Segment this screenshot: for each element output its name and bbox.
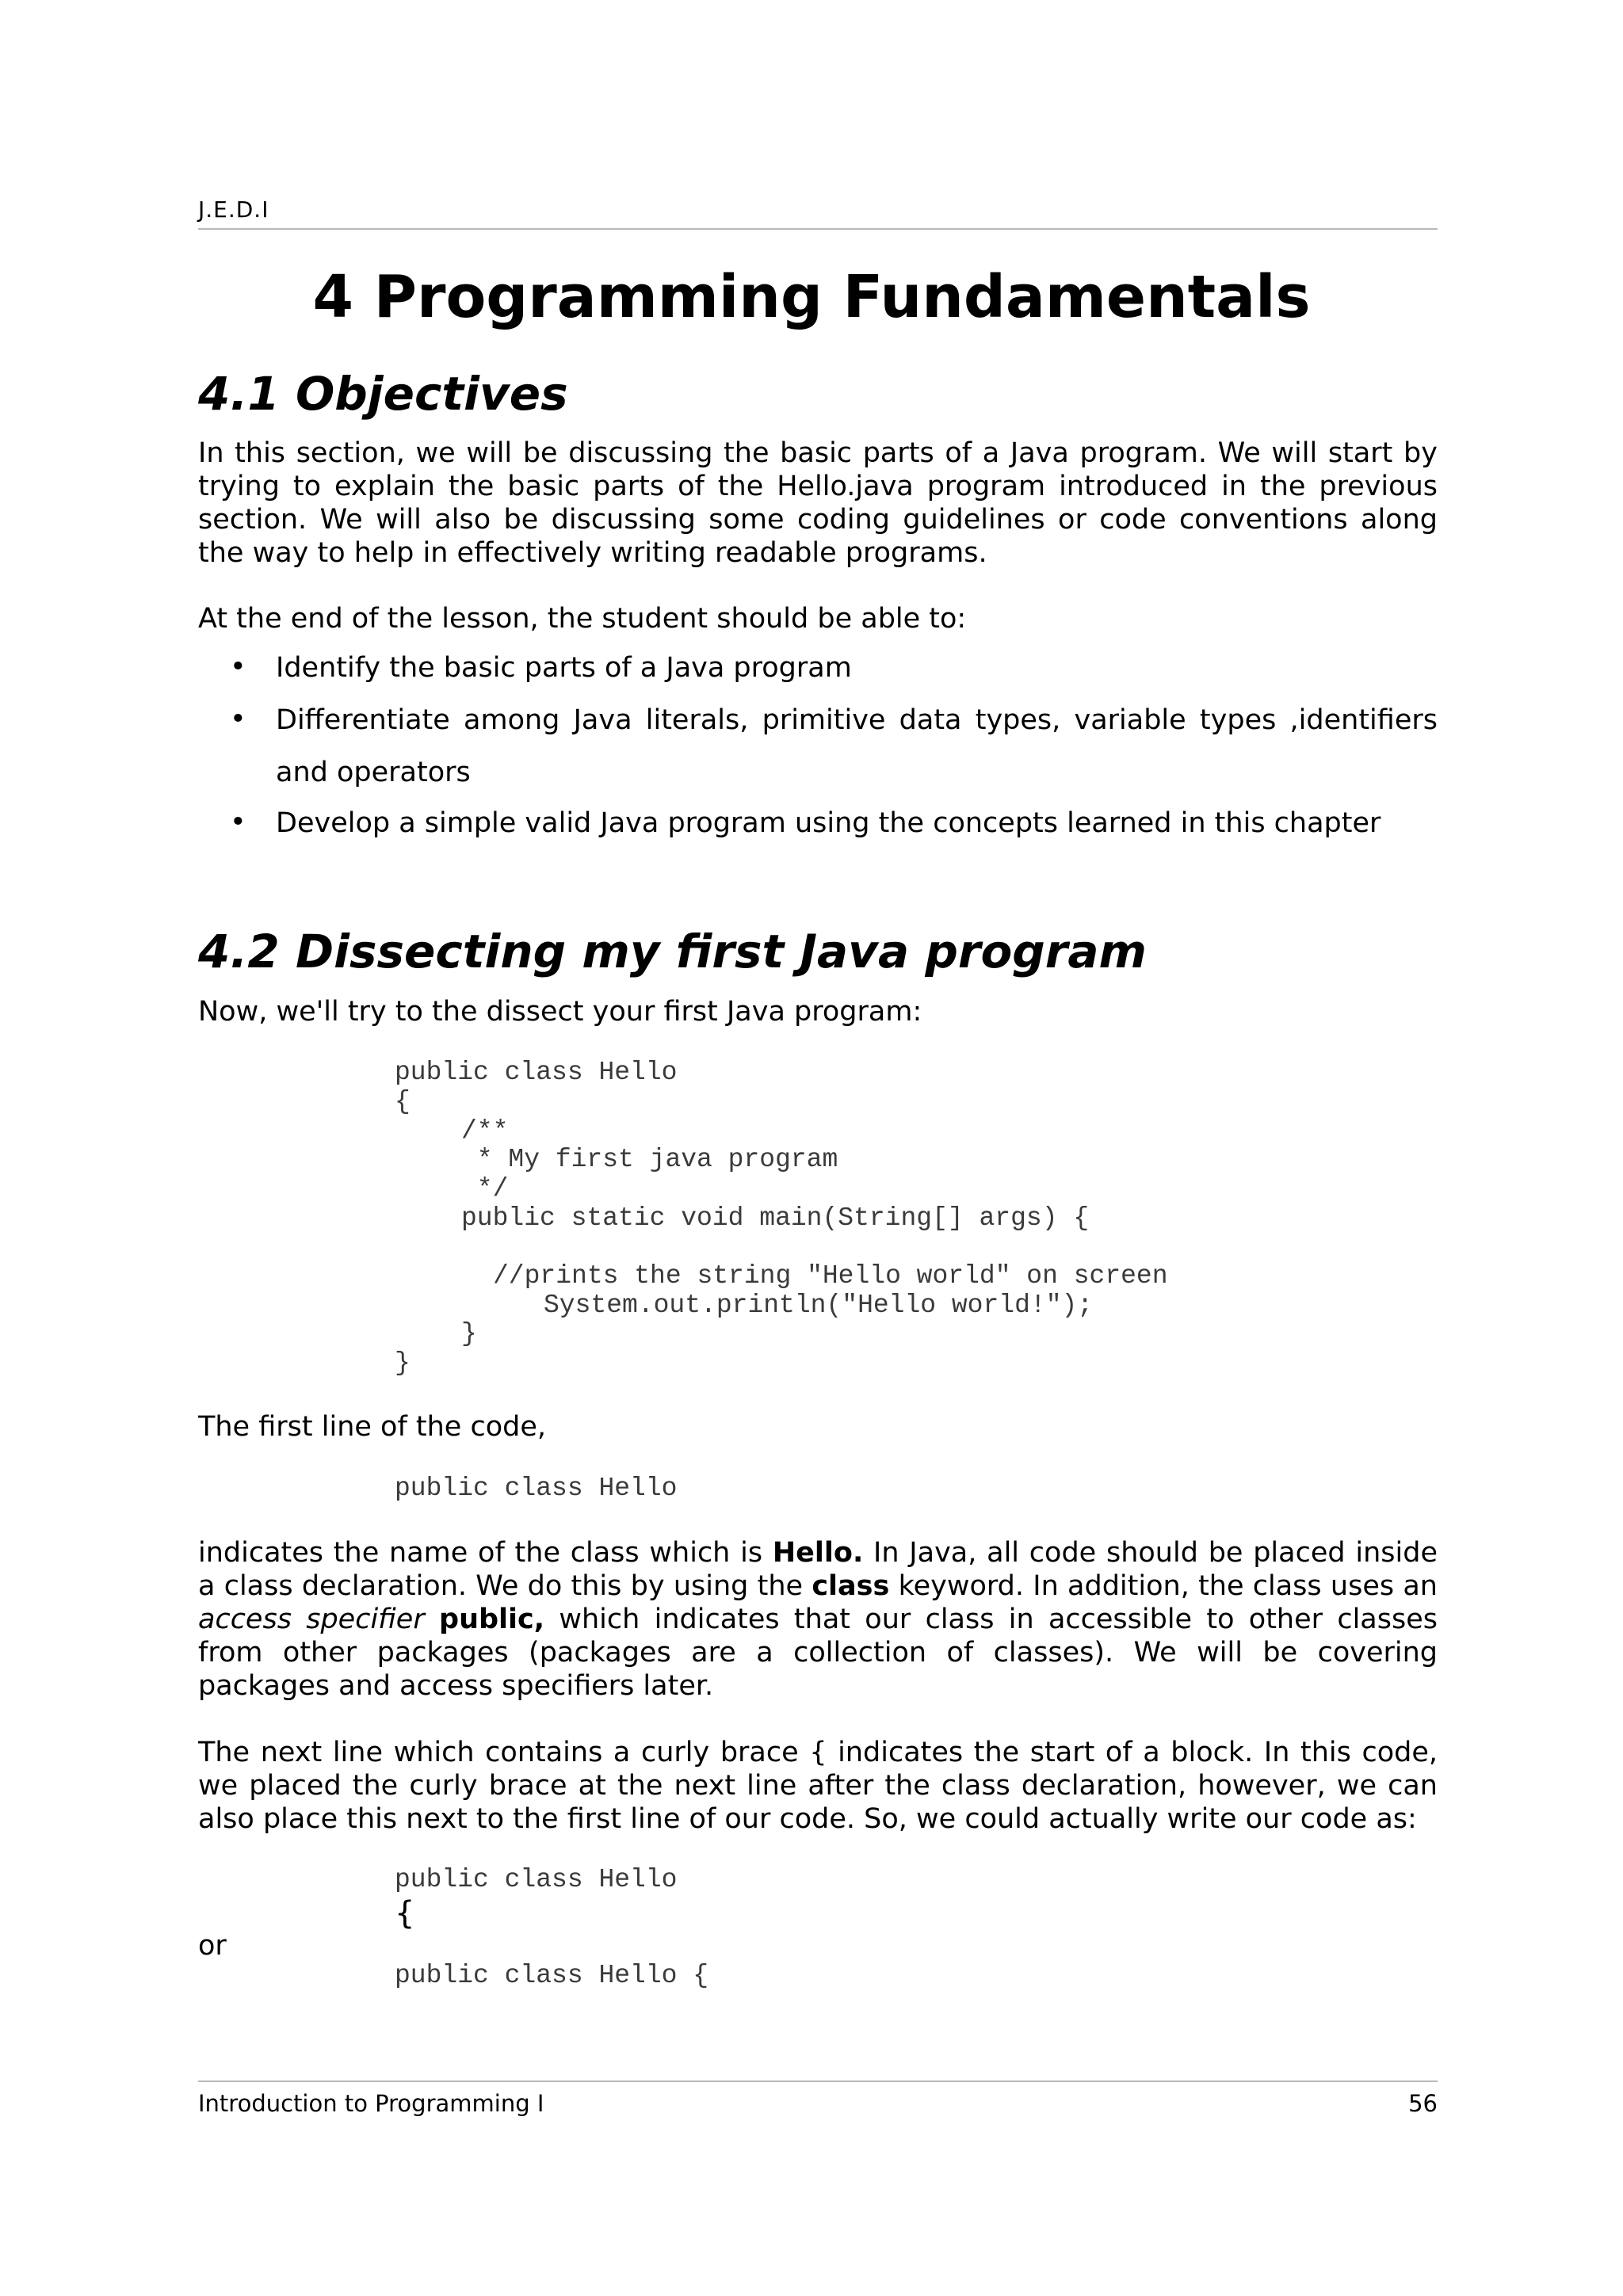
code-line: { (395, 1087, 411, 1116)
chapter-title: 4 Programming Fundamentals (312, 263, 1311, 331)
first-line-text: The first line of the code, (198, 1411, 546, 1443)
header-rule (198, 228, 1438, 230)
bullet-marker: • (230, 651, 246, 683)
hello-explanation-paragraph: indicates the name of the class which is Hello. In Java, all code should be placed inside a class declaration. We do this by using the class keyword. In addition, the class uses an access specifier public, which indicates that our class in accessible to other classes from other packages (packages are a collection of classes). We will be covering packages and access specifiers later. (198, 1537, 1438, 1702)
objective-item: Differentiate among Java literals, primitive data types, variable types ,identifiers (276, 704, 1438, 736)
code-line: public class Hello (395, 1474, 678, 1503)
dissect-intro: Now, we'll try to the dissect your first Java program: (198, 996, 922, 1028)
section-title-dissecting: 4.2 Dissecting my first Java program (198, 925, 1147, 978)
code-line: { (395, 1895, 415, 1932)
code-line: /** (461, 1116, 509, 1146)
code-line: public class Hello (395, 1058, 678, 1087)
footer-title: Introduction to Programming I (198, 2090, 544, 2117)
code-line: * My first java program (461, 1145, 838, 1174)
objective-item: Identify the basic parts of a Java program (276, 652, 852, 684)
footer-rule (198, 2081, 1438, 2082)
code-line: } (395, 1348, 411, 1378)
code-line: //prints the string "Hello world" on screen (493, 1261, 1168, 1291)
code-line: } (461, 1319, 477, 1348)
objectives-lead: At the end of the lesson, the student should be able to: (198, 603, 967, 635)
section-title-objectives: 4.1 Objectives (198, 367, 568, 421)
objectives-intro-paragraph: In this section, we will be discussing the basic parts of a Java program. We will start by trying to explain the basic parts of the Hello.java program introduced in the previous section. We will also be discussing some coding guidelines or code conventions along the way to help in effectively writing readable programs. (198, 437, 1438, 569)
running-header: J.E.D.I (198, 196, 269, 223)
objective-item-continued: and operators (276, 757, 471, 788)
bullet-marker: • (230, 704, 246, 735)
page-number: 56 (1408, 2090, 1438, 2117)
code-line: public class Hello (395, 1865, 678, 1894)
code-line: System.out.println("Hello world!"); (544, 1291, 1094, 1320)
or-text: or (198, 1930, 227, 1962)
code-line: */ (461, 1174, 509, 1203)
bullet-marker: • (230, 807, 246, 838)
code-line: public class Hello { (395, 1961, 709, 1990)
objective-item: Develop a simple valid Java program using the concepts learned in this chapter (276, 807, 1381, 839)
curly-brace-paragraph: The next line which contains a curly brace { indicates the start of a block. In this code, we placed the curly brace at the next line after the class declaration, however, we can also place this next to the first line of our code. So, we could actually write our code as: (198, 1737, 1438, 1835)
code-line: public static void main(String[] args) { (461, 1203, 1090, 1233)
